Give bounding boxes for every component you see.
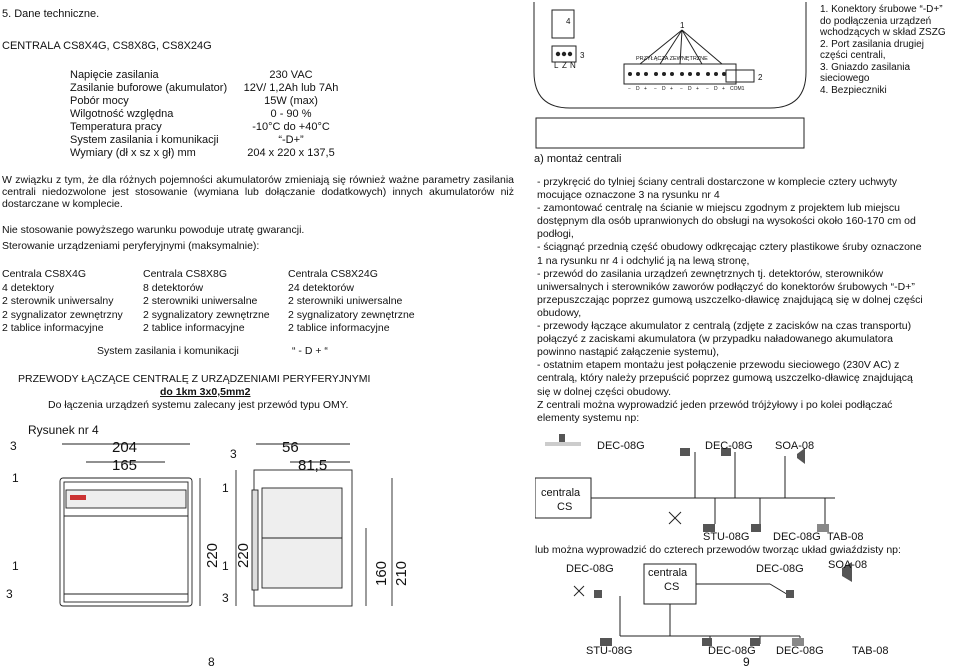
- device-label: DEC-08G: [776, 645, 824, 657]
- spec-row: [0, 95, 360, 108]
- legend-line: 1. Konektory śrubowe “-D+”: [820, 4, 943, 15]
- instruction-line: podłogi,: [537, 228, 574, 241]
- model-column: [2, 268, 123, 336]
- spec-row: [0, 69, 360, 82]
- model-column: [288, 268, 415, 336]
- marker-label: 3: [230, 447, 237, 461]
- page-number-right: 9: [743, 655, 750, 669]
- central-label: centrala: [648, 567, 688, 579]
- marker-label: 1: [12, 471, 19, 485]
- legend-line: 3. Gniazdo zasilania: [820, 61, 911, 73]
- terminal-sign: +: [644, 86, 647, 92]
- model-spec: 2 sygnalizatory zewnętrzne: [288, 308, 415, 321]
- star-topology-diagram: [560, 556, 900, 660]
- diagram-label: PRZYŁĄCZA ZEWNĘTRZNE: [636, 56, 708, 62]
- device-label: DEC-08G: [756, 563, 804, 575]
- instruction-line: - przewód do zasilania urządzeń zewnętrznych tj. detektorów, sterowników: [537, 267, 884, 280]
- mounting-instructions: [537, 176, 957, 425]
- instruction-line: centralą, który należy przepuścić poprzez gumową uszczelko-dławicę znajdującą: [537, 372, 913, 385]
- spec-row: [0, 82, 360, 95]
- model-spec: 24 detektorów: [288, 281, 354, 294]
- dim-label: 81,5: [298, 457, 328, 474]
- spec-label: Wilgotność względna: [70, 108, 174, 120]
- model-spec: 2 sterowniki uniwersalne: [288, 295, 403, 308]
- model-spec: 2 sygnalizator zewnętrzny: [2, 308, 123, 321]
- device-label: DEC-08G: [708, 645, 756, 657]
- marker-label: 3: [6, 587, 13, 601]
- model-name: Centrala CS8X4G: [2, 268, 87, 280]
- spec-table: [0, 68, 370, 168]
- diagram-label: 3: [580, 51, 585, 60]
- spec-label: Napięcie zasilania: [70, 69, 159, 81]
- model-name: Centrala CS8X24G: [288, 268, 378, 280]
- instruction-line: uniwersalnych i sterowników zaworów podłączyć do konektorów śrubowych “-D+”: [537, 280, 915, 293]
- central-label: CS: [557, 501, 573, 513]
- mounting-diagram: [530, 0, 820, 168]
- spec-label: System zasilania i komunikacji: [70, 134, 219, 146]
- dim-label: 160: [373, 560, 390, 586]
- model-spec: 2 sterownik uniwersalny: [2, 295, 114, 308]
- device-label: DEC-08G: [597, 440, 645, 452]
- dim-label: 165: [112, 457, 138, 474]
- device-label: STU-08G: [703, 531, 750, 543]
- model-spec: 2 tablice informacyjne: [143, 322, 245, 335]
- spec-value: -10°C do +40°C: [252, 121, 330, 133]
- spec-label: Pobór mocy: [70, 95, 129, 107]
- spec-row: [0, 147, 360, 160]
- instruction-line: 1 na rysunku nr 4 i odchylić ją na lewą stronę,: [537, 254, 750, 267]
- marker-label: 3: [222, 591, 229, 605]
- terminal-sign: D: [636, 86, 640, 92]
- diagram-label: L: [554, 61, 559, 70]
- device-label: SOA-08: [775, 440, 815, 452]
- diagram-label: 2: [758, 73, 763, 82]
- housing-dimension-drawing: [0, 418, 415, 610]
- legend-line: do podłączenia urządzeń: [820, 15, 932, 27]
- product-title: CENTRALA CS8X4G, CS8X8G, CS8X24G: [2, 40, 212, 52]
- star-topology-note: lub można wyprowadzić do czterech przewodów tworząc układ gwiaździsty np:: [535, 544, 901, 556]
- diagram-label: N: [570, 61, 576, 70]
- system-line-value: “ - D + “: [292, 345, 328, 357]
- diagram-label: COM1: [730, 86, 745, 92]
- legend-line: sieciowego: [820, 73, 870, 84]
- wires-recommend: Do łączenia urządzeń systemu zalecany jest przewód typu OMY.: [48, 399, 349, 411]
- device-label: DEC-08G: [773, 531, 821, 543]
- instruction-line: mocujące oznaczone 3 na rysunku nr 4: [537, 189, 720, 202]
- intro-paragraph: W związku z tym, że dla różnych pojemności akumulatorów zmieniają się również ważne parametry zasilania centrali niedozwolone jest stosowanie (wymiana lub dołączanie dodatkowych) innych akumulatorów niż dostarczane w komplecie.: [2, 174, 514, 211]
- model-name: Centrala CS8X8G: [143, 268, 228, 280]
- diagram-caption: a) montaż centrali: [534, 153, 622, 165]
- instruction-line: powinno nastąpić załączenie systemu),: [537, 346, 720, 359]
- wires-spec: do 1km 3x0,5mm2: [160, 386, 251, 398]
- terminal-sign: D: [688, 86, 692, 92]
- spec-value: 12V/ 1,2Ah lub 7Ah: [243, 82, 339, 94]
- legend-line: 2. Port zasilania drugiej: [820, 38, 924, 50]
- spec-row: [0, 108, 360, 121]
- legend-line: wchodzących w skład ZSZG: [820, 27, 946, 38]
- spec-value: 0 - 90 %: [270, 108, 312, 120]
- instruction-line: przepuszczając poprzez gumową uszczelko-dławicę znajdującą się w dolnej części: [537, 293, 923, 306]
- spec-label: Temperatura pracy: [70, 121, 162, 133]
- bus-topology-diagram: [535, 432, 875, 544]
- device-label: STU-08G: [586, 645, 633, 657]
- terminal-sign: D: [662, 86, 666, 92]
- warranty-note: Nie stosowanie powyższego warunku powoduje utratę gwarancji.: [2, 224, 305, 236]
- marker-label: 1: [12, 559, 19, 573]
- control-heading: Sterowanie urządzeniami peryferyjnymi (maksymalnie):: [2, 240, 260, 252]
- terminal-sign: −: [654, 86, 657, 92]
- spec-value: 204 x 220 x 137,5: [247, 147, 335, 159]
- page-number-left: 8: [208, 655, 215, 669]
- dim-label: 210: [393, 560, 410, 586]
- diagram-label: 4: [566, 17, 571, 26]
- diagram-legend: [820, 4, 946, 96]
- device-label: DEC-08G: [705, 440, 753, 452]
- instruction-line: dostępnym dla osób upranwionych do obsługi na wysokości około 160-170 cm od: [537, 215, 916, 228]
- instruction-line: - przykręcić do tylniej ściany centrali dostarczone w komplecie cztery uchwyty: [537, 176, 898, 188]
- model-spec: 2 sterowniki uniwersalne: [143, 295, 258, 308]
- instruction-line: - zamontować centralę na ścianie w miejscu zgodnym z projektem lub miejscu: [537, 202, 900, 215]
- terminal-sign: −: [628, 86, 631, 92]
- device-label: TAB-08: [827, 531, 864, 543]
- spec-label: Wymiary (dł x sz x gł) mm: [70, 147, 196, 159]
- spec-value: 230 VAC: [269, 69, 313, 81]
- wires-heading: PRZEWODY ŁĄCZĄCE CENTRALĘ Z URZĄDZENIAMI PERYFERYJNYMI: [18, 373, 371, 385]
- instruction-line: obudowy,: [537, 306, 582, 319]
- central-label: CS: [664, 581, 680, 593]
- section-title: 5. Dane techniczne.: [2, 8, 100, 20]
- dim-label: 204: [112, 439, 138, 456]
- spec-row: [0, 121, 360, 134]
- instruction-line: połączyć z zaciskami akumulatora (w przypadku naładowanego akumulatora: [537, 333, 894, 346]
- model-spec: 4 detektory: [2, 281, 54, 294]
- instruction-line: - ściągnąć przednią część obudowy odkręcając cztery plastikowe śruby oznaczone: [537, 241, 922, 254]
- marker-label: 1: [222, 481, 229, 495]
- device-label: TAB-08: [852, 645, 889, 657]
- instruction-line: się w dolnej części obudowy.: [537, 385, 672, 398]
- terminal-sign: D: [714, 86, 718, 92]
- model-column: [143, 268, 270, 336]
- legend-line: 4. Bezpieczniki: [820, 84, 887, 96]
- spec-row: [0, 134, 360, 147]
- instruction-line: elementy systemu np:: [537, 411, 640, 424]
- device-label: SOA-08: [828, 559, 868, 571]
- model-spec: 2 sygnalizatory zewnętrzne: [143, 308, 270, 321]
- instruction-line: Z centrali można wyprowadzić jeden przewód trójżyłowy i po kolei podłączać: [537, 398, 893, 411]
- marker-label: 1: [222, 559, 229, 573]
- spec-value: 15W (max): [264, 95, 318, 107]
- terminal-sign: +: [670, 86, 673, 92]
- instruction-line: - ostatnim etapem montażu jest połączenie przewodu sieciowego (230V AC) z: [537, 359, 900, 372]
- model-spec: 2 tablice informacyjne: [288, 322, 390, 335]
- figure-caption: Rysunek nr 4: [28, 423, 99, 437]
- dim-label: 220: [235, 542, 252, 568]
- spec-label: Zasilanie buforowe (akumulator): [70, 82, 228, 94]
- diagram-label: 1: [680, 21, 685, 30]
- marker-label: 3: [10, 439, 17, 453]
- instruction-line: - przewody łączące akumulator z centralą (zdjęte z zacisków na czas transportu): [537, 320, 912, 333]
- device-label: DEC-08G: [566, 563, 614, 575]
- dim-label: 56: [282, 439, 299, 456]
- model-spec: 8 detektorów: [143, 281, 204, 294]
- terminal-sign: +: [722, 86, 725, 92]
- central-label: centrala: [541, 487, 581, 499]
- spec-value: “-D+”: [278, 134, 304, 146]
- models-table: [0, 268, 520, 338]
- model-spec: 2 tablice informacyjne: [2, 322, 104, 335]
- diagram-label: Z: [562, 61, 567, 70]
- legend-line: części centrali,: [820, 50, 886, 61]
- terminal-sign: −: [706, 86, 709, 92]
- terminal-sign: +: [696, 86, 699, 92]
- terminal-sign: −: [680, 86, 683, 92]
- system-line-label: System zasilania i komunikacji: [97, 345, 239, 357]
- dim-label: 220: [204, 542, 221, 568]
